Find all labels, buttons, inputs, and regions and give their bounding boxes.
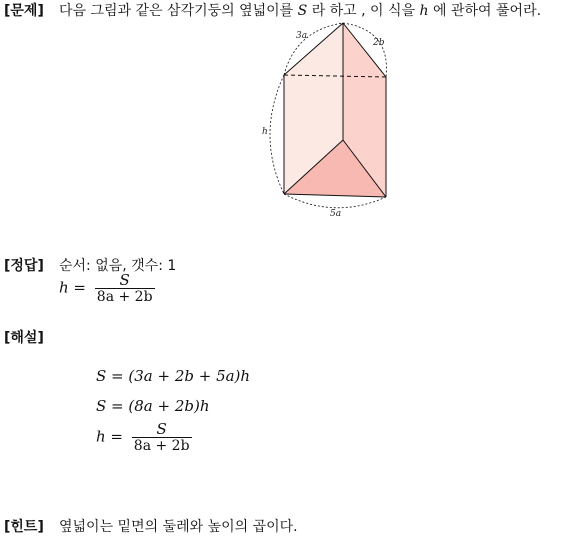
label-5a: 5a (330, 209, 342, 219)
problem-tag: [문제] (4, 3, 44, 19)
solution-denominator: 8a + 2b (133, 438, 190, 454)
answer-denominator: 8a + 2b (96, 289, 153, 305)
label-2b: 2b (373, 38, 385, 48)
problem-text-part3: 에 관하여 풀어라. (433, 3, 542, 19)
problem-text-part2: 라 하고 , 이 식을 (311, 3, 416, 19)
var-h: h (419, 3, 429, 19)
answer-line1: 순서: 없음, 갯수: 1 (59, 258, 177, 274)
prism-figure (256, 20, 396, 224)
solution-line1: S = (3a + 2b + 5a)h (96, 367, 251, 385)
hint-tag: [힌트] (4, 519, 44, 535)
prism-svg (256, 20, 396, 220)
problem-text (59, 0, 541, 20)
answer-numerator: S (119, 271, 130, 289)
answer-lhs: h = (59, 278, 86, 297)
answer-tag: [정답] (4, 258, 44, 274)
solution-line2: S = (8a + 2b)h (96, 397, 210, 415)
var-s: S (297, 3, 308, 19)
label-3a: 3a (296, 31, 308, 41)
solution-lhs: h = (96, 427, 123, 446)
answer-fraction (95, 272, 155, 305)
hint-text: 옆넓이는 밑면의 둘레와 높이의 곱이다. (59, 519, 298, 535)
answer-formula (59, 272, 155, 305)
solution-fraction (132, 421, 192, 454)
solution-tag: [해설] (4, 330, 44, 346)
problem-text-part1: 다음 그림과 같은 삼각기둥의 옆넓이를 (59, 3, 294, 19)
solution-line3 (96, 421, 192, 454)
solution-numerator: S (156, 420, 167, 438)
label-h: h (262, 127, 268, 137)
